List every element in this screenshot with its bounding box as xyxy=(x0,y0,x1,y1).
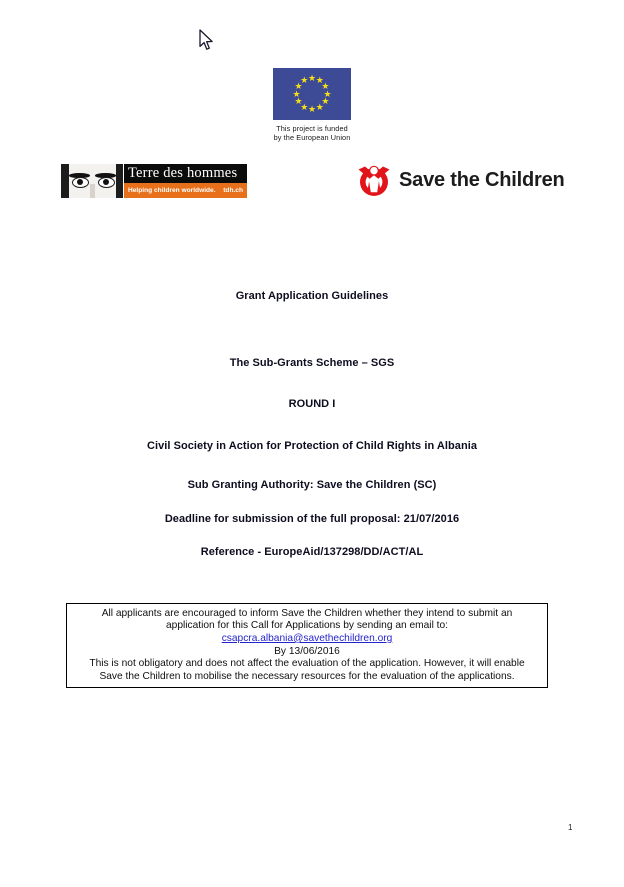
tdh-name: Terre des hommes xyxy=(124,164,247,183)
notice-line-4: This is not obligatory and does not affect the evaluation of the application. However, it will enable xyxy=(89,658,525,670)
page-title: Grant Application Guidelines xyxy=(235,290,389,302)
heading-authority: Sub Granting Authority: Save the Children (SC) xyxy=(187,479,437,491)
notice-line-5: Save the Children to mobilise the necessary resources for the evaluation of the applications. xyxy=(99,670,515,682)
heading-deadline: Deadline for submission of the full proposal: 21/07/2016 xyxy=(164,513,460,525)
tdh-text-block xyxy=(124,164,247,198)
eu-flag-icon xyxy=(273,68,351,120)
eu-star-icon: ★ xyxy=(321,96,330,107)
eu-star-icon: ★ xyxy=(307,104,317,114)
eu-star-icon: ★ xyxy=(300,75,309,86)
notice-line-3: By 13/06/2016 xyxy=(274,645,340,657)
page-number: 1 xyxy=(568,823,573,832)
eu-funding-emblem xyxy=(255,68,369,142)
notice-email-line xyxy=(73,633,541,646)
eu-star-icon: ★ xyxy=(321,80,330,91)
eu-star-icon: ★ xyxy=(307,73,317,83)
notice-email-link[interactable]: csapcra.albania@savethechildren.org xyxy=(221,632,393,644)
stc-figure-icon xyxy=(356,163,392,197)
tdh-tagline: Helping children worldwide. xyxy=(128,186,216,194)
eu-star-icon: ★ xyxy=(323,88,332,99)
eu-star-icon: ★ xyxy=(292,88,301,99)
notice-line-2: application for this Call for Applications by sending an email to: xyxy=(165,620,448,632)
heading-reference: Reference - EuropeAid/137298/DD/ACT/AL xyxy=(200,546,424,558)
eu-caption-line-2: by the European Union xyxy=(273,133,351,143)
tdh-tagline-banner xyxy=(124,183,247,198)
tdh-eyes-photo xyxy=(61,164,124,198)
eu-star-icon: ★ xyxy=(315,101,324,112)
eu-star-icon: ★ xyxy=(294,80,303,91)
stc-wordmark: Save the Children xyxy=(399,168,565,191)
heading-round: ROUND I xyxy=(288,398,336,410)
mouse-pointer-icon xyxy=(199,29,215,53)
heading-scheme: The Sub-Grants Scheme – SGS xyxy=(229,357,395,369)
notice-line-1: All applicants are encouraged to inform Save the Children whether they intend to submit an xyxy=(101,607,513,619)
eu-star-icon: ★ xyxy=(294,96,303,107)
eu-star-icon: ★ xyxy=(300,101,309,112)
eu-star-icon: ★ xyxy=(315,75,324,86)
terre-des-hommes-logo-icon xyxy=(61,164,247,198)
heading-project: Civil Society in Action for Protection of Child Rights in Albania xyxy=(146,440,477,452)
eu-caption-line-1: This project is funded xyxy=(276,124,348,133)
applicant-notice-box xyxy=(66,603,548,688)
eu-funding-caption xyxy=(255,124,369,142)
save-the-children-logo-icon xyxy=(356,163,565,197)
tdh-website: tdh.ch xyxy=(223,186,243,194)
